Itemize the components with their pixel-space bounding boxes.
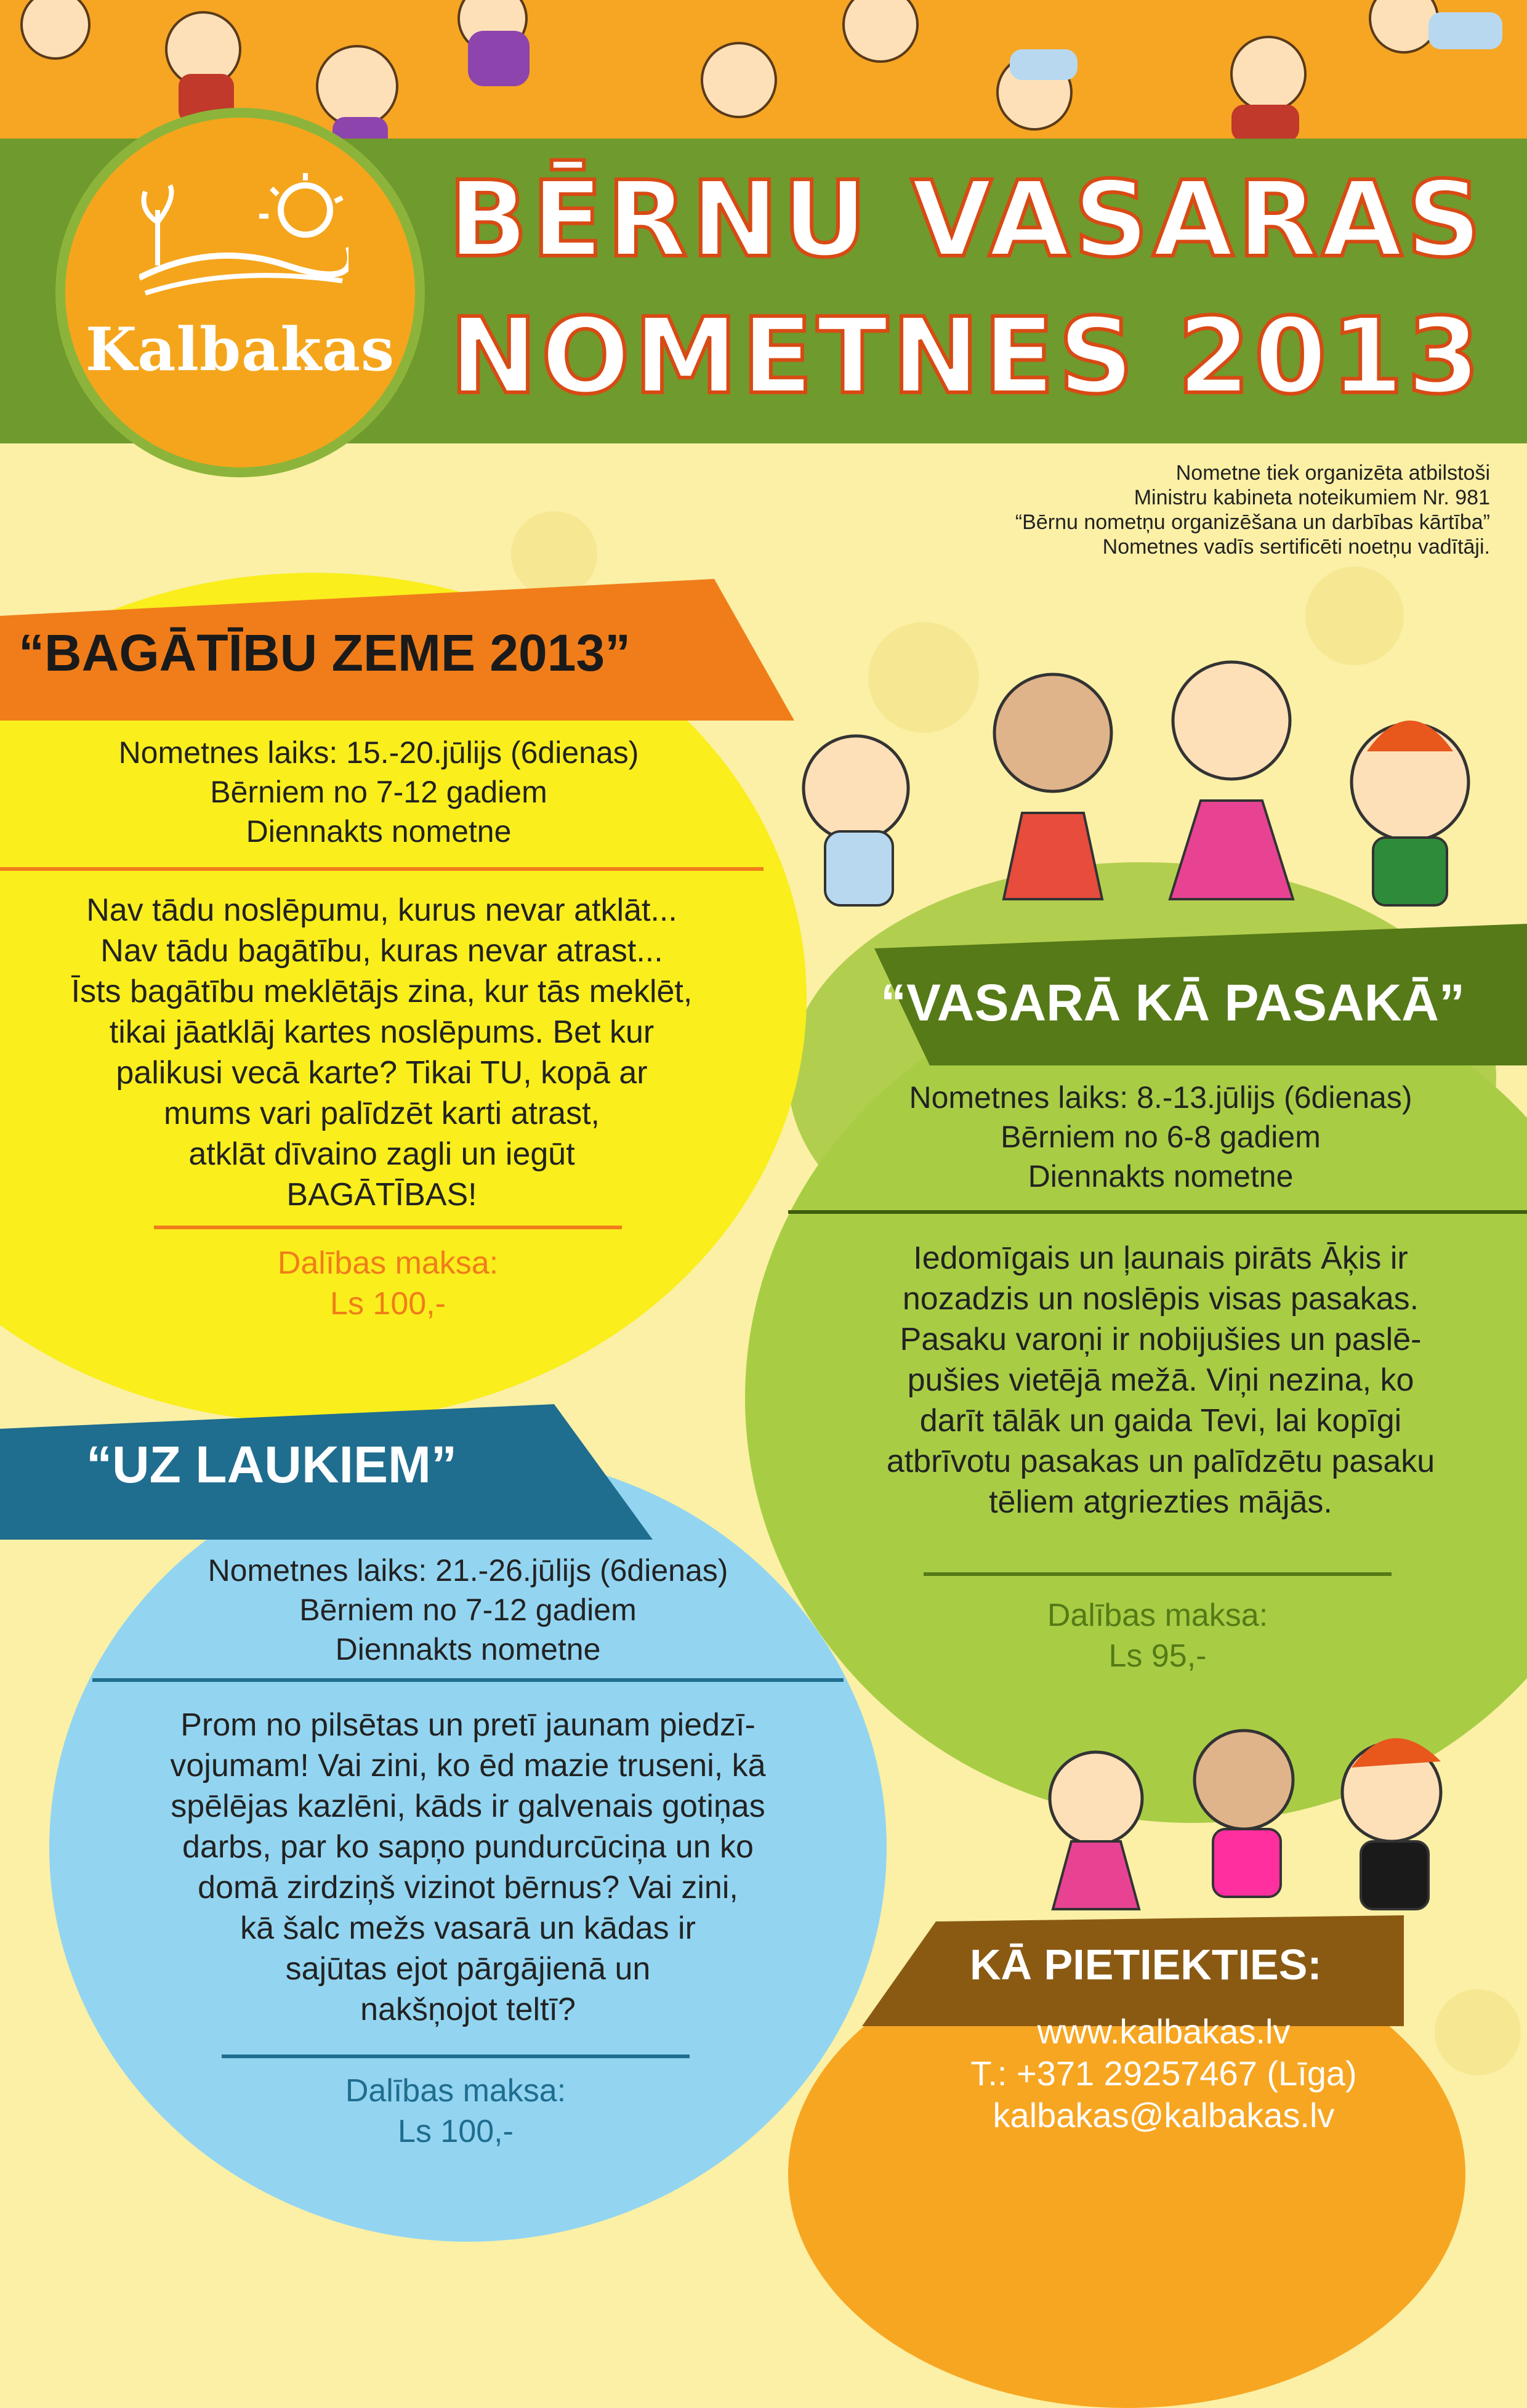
camp-2-description — [807, 1238, 1515, 1522]
description-line: Nav tādu noslēpumu, kurus nevar atklāt... — [86, 892, 677, 928]
camp-1-title-banner — [0, 567, 800, 739]
regulation-line: “Bērnu nometņu organizēšana un darbības kārtība” — [1015, 511, 1490, 534]
camp-2-title: “VASARĀ KĀ PASAKĀ” — [880, 974, 1465, 1032]
kids-trio-illustration — [1016, 1700, 1484, 1921]
description-line: nozadzis un noslēpis visas pasakas. — [902, 1281, 1419, 1317]
camp-1-fee-divider — [154, 1226, 622, 1229]
camp-1-description — [12, 890, 751, 1215]
description-line: palikusi vecā karte? Tikai TU, kopā ar — [116, 1055, 648, 1091]
fee-label: Dalības maksa: — [345, 2073, 566, 2109]
kalbakas-logo — [55, 108, 425, 477]
camp-2-title-banner — [856, 911, 1527, 1090]
description-line: darīt tālāk un gaida Tevi, lai kopīgi — [919, 1403, 1402, 1439]
camp-3-fee-divider — [222, 2054, 690, 2058]
camp-3-type: Diennakts nometne — [335, 1632, 601, 1667]
camp-2-dates: Nometnes laiks: 8.-13.jūlijs (6dienas) — [909, 1080, 1412, 1115]
camp-1-dates: Nometnes laiks: 15.-20.jūlijs (6dienas) — [118, 735, 639, 770]
camp-3-fee — [222, 2071, 690, 2152]
camp-1-title: “BAGĀTĪBU ZEME 2013” — [18, 624, 631, 682]
camp-3-description — [105, 1705, 831, 2030]
regulation-line: Ministru kabineta noteikumiem Nr. 981 — [1134, 486, 1490, 509]
camp-2-fee-divider — [924, 1572, 1392, 1576]
description-line: Iedomīgais un ļaunais pirāts Āķis ir — [913, 1240, 1408, 1276]
camp-1-ages: Bērniem no 7-12 gadiem — [210, 775, 547, 809]
camp-1-fee — [154, 1243, 622, 1324]
camp-2-divider — [788, 1210, 1527, 1214]
description-line: atklāt dīvaino zagli un iegūt — [188, 1136, 575, 1172]
description-line: domā zirdziņš vizinot bērnus? Vai zini, — [198, 1870, 738, 1905]
fee-label: Dalības maksa: — [1047, 1598, 1268, 1633]
fee-label: Dalības maksa: — [277, 1245, 499, 1281]
description-line: sajūtas ejot pārgājienā un — [285, 1951, 651, 1987]
camp-2-type: Diennakts nometne — [1028, 1159, 1294, 1194]
description-line: atbrīvotu pasakas un palīdzētu pasaku — [886, 1444, 1435, 1479]
description-line: mums vari palīdzēt karti atrast, — [164, 1096, 600, 1131]
contact-info — [862, 2011, 1465, 2136]
email-link[interactable]: kalbakas@kalbakas.lv — [993, 2096, 1335, 2135]
description-line: tikai jāatklāj kartes noslēpums. Bet kur — [109, 1014, 655, 1050]
fee-value: Ls 100,- — [398, 2114, 514, 2149]
description-line: tēliem atgriezties mājās. — [989, 1484, 1332, 1520]
camp-3-title-banner — [0, 1392, 665, 1564]
camp-2-ages: Bērniem no 6-8 gadiem — [1001, 1120, 1321, 1154]
camp-1-info — [25, 733, 733, 851]
description-line: nakšņojot teltī? — [360, 1992, 576, 2027]
description-line: BAGĀTĪBAS! — [286, 1177, 477, 1213]
camp-3-title: “UZ LAUKIEM” — [86, 1436, 457, 1493]
camp-2-fee — [924, 1595, 1392, 1676]
camp-3-dates: Nometnes laiks: 21.-26.jūlijs (6dienas) — [207, 1553, 728, 1588]
description-line: spēlējas kazlēni, kāds ir galvenais gotiņas — [171, 1788, 765, 1824]
description-line: Īsts bagātību meklētājs zina, kur tās meklēt, — [71, 974, 693, 1009]
camp-1-type: Diennakts nometne — [246, 814, 512, 849]
poster-title-line-2: NOMETNES 2013 — [449, 296, 1484, 418]
camp-3-divider — [92, 1678, 844, 1682]
logo-text: Kalbakas — [85, 315, 395, 384]
description-line: darbs, par ko sapņo pundurcūciņa un ko — [182, 1829, 754, 1865]
fee-value: Ls 100,- — [330, 1286, 446, 1322]
regulation-note — [936, 461, 1490, 559]
description-line: vojumam! Vai zini, ko ēd mazie truseni, kā — [170, 1748, 766, 1784]
website-link[interactable]: www.kalbakas.lv — [1037, 2012, 1291, 2051]
description-line: Prom no pilsētas un pretī jaunam piedzī- — [180, 1707, 755, 1743]
camp-1-divider — [0, 867, 764, 871]
description-line: Pasaku varoņi ir nobijušies un paslē- — [900, 1322, 1422, 1357]
description-line: pušies vietējā mežā. Viņi nezina, ko — [907, 1362, 1414, 1398]
apply-title: KĀ PIETIEKTIES: — [970, 1941, 1322, 1989]
poster-title-line-1: BĒRNU VASARAS — [448, 159, 1486, 281]
description-line: Nav tādu bagātību, kuras nevar atrast... — [100, 933, 663, 969]
camp-3-info — [123, 1551, 813, 1669]
regulation-line: Nometnes vadīs sertificēti noetņu vadītāji. — [1102, 535, 1490, 559]
regulation-line: Nometne tiek organizēta atbilstoši — [1175, 461, 1490, 485]
sun-hills-icon — [139, 173, 349, 296]
camp-3-ages: Bērniem no 7-12 gadiem — [299, 1593, 637, 1627]
fee-value: Ls 95,- — [1108, 1638, 1207, 1674]
kids-group-illustration — [788, 616, 1496, 961]
description-line: kā šalc mežs vasarā un kādas ir — [240, 1910, 696, 1946]
camp-2-info — [813, 1078, 1509, 1196]
phone-number[interactable]: T.: +371 29257467 (Līga) — [970, 2054, 1357, 2093]
